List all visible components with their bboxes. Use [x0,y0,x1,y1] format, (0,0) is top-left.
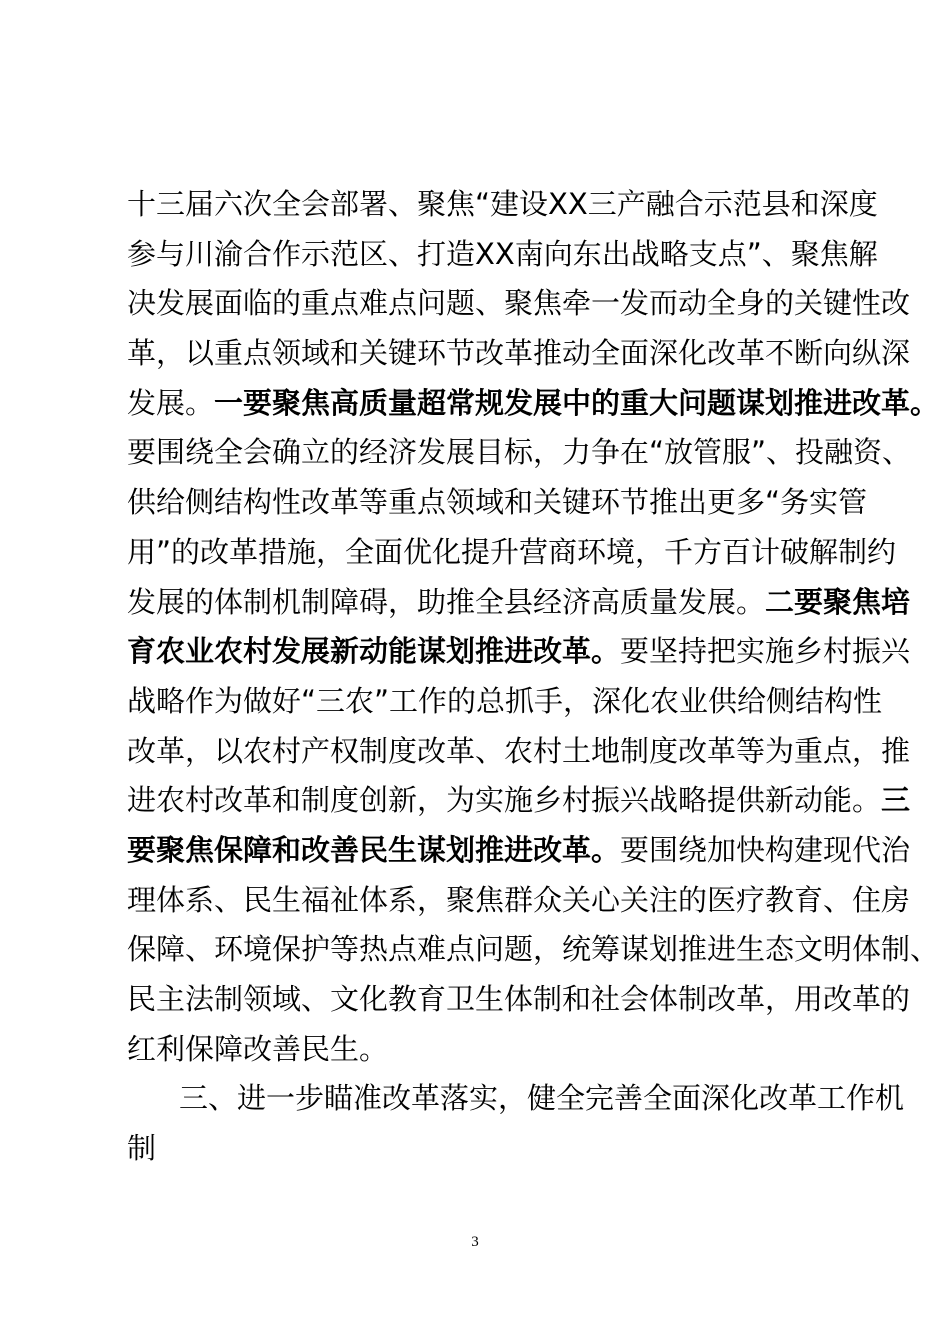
text-line: 红利保障改善民生。 [127,1031,389,1066]
bold-point-heading: 要聚焦保障和改善民生谋划推进改革。 [127,832,621,867]
text-line: 育农业农村发展新动能谋划推进改革。要坚持把实施乡村振兴 [127,634,911,669]
text-line: 理体系、民生福祉体系，聚焦群众关心关注的医疗教育、住房 [127,882,911,917]
text-line: 要围绕全会确立的经济发展目标，力争在“放管服”、投融资、 [127,435,912,470]
page-number: 3 [471,1234,479,1250]
bold-point-heading: 一要聚焦高质量超常规发展中的重大问题谋划推进改革。 [214,385,940,420]
heading-line: 制 [127,1131,157,1166]
text-line: 民主法制领域、文化教育卫生体制和社会体制改革，用改革的 [127,982,911,1016]
document-body [127,180,940,1174]
text-line: 发展的体制机制障碍，助推全县经济高质量发展。二要聚焦培 [127,584,911,619]
body-paragraph [127,180,940,1074]
text-line: 十三届六次全会部署、聚焦“建设XX三产融合示范县和深度 [127,187,878,221]
text-line: 进农村改革和制度创新，为实施乡村振兴战略提供新动能。三 [127,783,911,818]
bold-point-heading: 育农业农村发展新动能谋划推进改革。 [127,634,621,669]
text-line: 决发展面临的重点难点问题、聚焦牵一发而动全身的关键性改 [127,286,911,321]
section-heading [127,1074,905,1173]
text-line: 改革，以农村产权制度改革、农村土地制度改革等为重点，推 [127,733,911,768]
text-line: 用”的改革措施，全面优化提升营商环境，千方百计破解制约 [127,534,897,569]
text-line: 供给侧结构性改革等重点领域和关键环节推出更多“务实管 [127,485,868,520]
text-line: 要聚焦保障和改善民生谋划推进改革。要围绕加快构建现代治 [127,832,911,867]
text-line: 保障、环境保护等热点难点问题，统筹谋划推进生态文明体制、 [127,932,940,967]
text-line: 战略作为做好“三农”工作的总抓手，深化农业供给侧结构性 [127,683,883,718]
bold-point-heading: 二要聚焦培 [765,584,911,619]
bold-point-heading: 三 [881,783,911,818]
heading-line: 三、进一步瞄准改革落实，健全完善全面深化改革工作机 [179,1081,905,1116]
text-line: 发展。一要聚焦高质量超常规发展中的重大问题谋划推进改革。 [127,385,940,420]
text-line: 参与川渝合作示范区、打造XX南向东出战略支点”、聚焦解 [127,236,878,271]
text-line: 革，以重点领域和关键环节改革推动全面深化改革不断向纵深 [127,336,911,371]
